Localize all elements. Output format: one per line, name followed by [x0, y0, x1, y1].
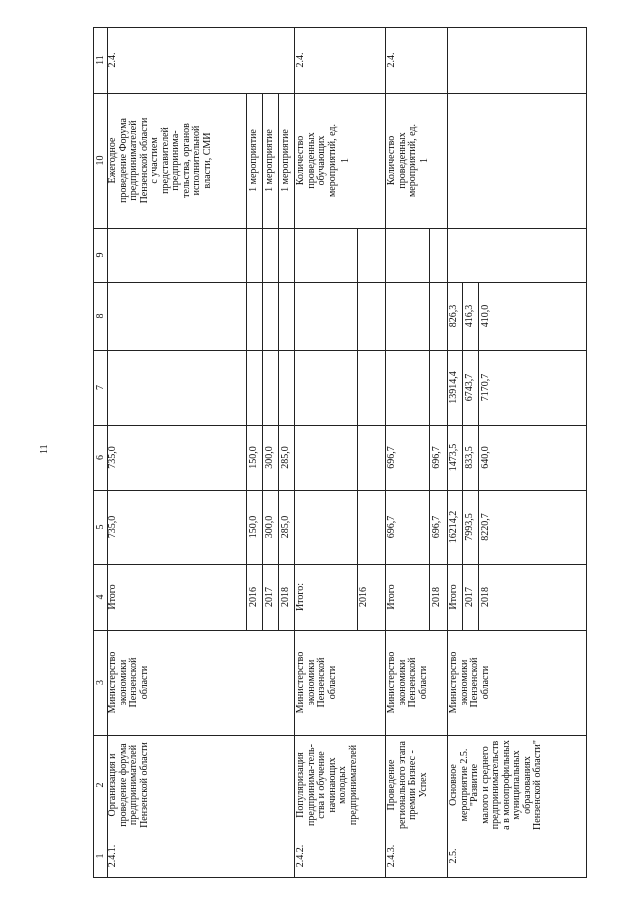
row-name: Популяризация предпринима-тель- ства и обучение начинающих молодых предпринимателей	[295, 744, 359, 826]
row-total-label: Итого	[386, 584, 397, 610]
header-cell-7: 7	[95, 385, 106, 390]
header-cell-8: 8	[95, 313, 106, 319]
year-label: 2016	[358, 587, 369, 607]
row-num: 2.5.	[448, 848, 459, 864]
header-cell-5: 5	[95, 524, 106, 530]
line-c6: 1473,5	[448, 443, 459, 472]
row-num: 2.4.2.	[295, 844, 306, 868]
year-c10: 1 мероприятие	[248, 129, 259, 192]
year-c5: 696,7	[431, 515, 442, 539]
line-label: 2017	[464, 587, 475, 607]
line-c7: 7170,7	[480, 373, 491, 402]
year-c6: 150,0	[248, 446, 259, 469]
year-c5: 285,0	[280, 515, 291, 539]
header-cell-2: 2	[95, 782, 106, 788]
header-cell-4: 4	[95, 594, 106, 600]
line-c8: 410,0	[480, 304, 491, 328]
page-number: 11	[39, 444, 50, 454]
row-indicator: Количество проведенных мероприятий, ед.	[386, 123, 418, 198]
year-c6: 300,0	[264, 446, 275, 469]
year-label: 2018	[280, 587, 291, 607]
row-executor: Министерство экономики Пензенской области	[295, 651, 338, 714]
year-label: 2017	[264, 587, 275, 607]
header-cell-9: 9	[95, 252, 106, 258]
year-label: 2016	[248, 587, 259, 607]
row-total-c5: 696,7	[386, 515, 397, 539]
row-total-c6: 696,7	[386, 446, 397, 469]
row-indicator-value: 1	[419, 158, 430, 163]
line-c6: 640,0	[480, 446, 491, 469]
row-num: 2.4.1.	[107, 844, 118, 868]
row-total-c6: 735,0	[107, 446, 118, 469]
year-c10: 1 мероприятие	[264, 129, 275, 192]
year-c6: 696,7	[431, 446, 442, 469]
row-name: Организация и проведение форума предпринимателей Пензенской области	[107, 742, 150, 828]
year-c5: 300,0	[264, 515, 275, 539]
line-c8: 416,3	[464, 304, 475, 328]
header-cell-3: 3	[95, 680, 106, 685]
header-cell-11: 11	[95, 55, 106, 65]
line-c5: 16214,2	[448, 510, 459, 544]
row-name: Основное мероприятие 2.5. "Развитие малого и среднего предпринимательств а в монопрофильных муниципальных образованиях Пензенской области"	[448, 740, 543, 830]
row-name: Проведение регионального этапа премии Бизнес - Успех	[386, 741, 429, 829]
row-executor: Министерство экономики Пензенской области	[448, 651, 491, 714]
row-total-label: Итого	[107, 584, 118, 610]
year-label: 2018	[431, 587, 442, 607]
row-executor: Министерство экономики Пензенской области	[107, 651, 150, 714]
row-indicator: Количество проведенных обучающих мероприятий, ед.	[295, 123, 338, 198]
row-num: 2.4.3.	[386, 844, 397, 868]
line-c8: 826,3	[448, 304, 459, 328]
line-c5: 8220,7	[480, 513, 491, 541]
line-c7: 6743,7	[464, 373, 475, 402]
header-cell-6: 6	[95, 455, 106, 460]
row-indicator-value: 1	[340, 158, 351, 163]
row-total-c5: 735,0	[107, 515, 118, 539]
header-cell-10: 10	[95, 155, 106, 166]
row-ref: 2.4.	[386, 52, 397, 68]
line-label: 2018	[480, 587, 491, 607]
line-c7: 13914,4	[448, 371, 459, 404]
year-c6: 285,0	[280, 446, 291, 469]
line-c6: 833,5	[464, 446, 475, 469]
year-c10: 1 мероприятие	[280, 129, 291, 192]
line-c5: 7993,5	[464, 513, 475, 541]
row-indicator: Ежегодное проведение Форума предпринимателей Пензенской области с участием представителей предпринима- тельства, органов исполнительной власти, СМИ	[107, 117, 213, 204]
row-ref: 2.4.	[295, 52, 306, 68]
row-ref: 2.4.	[107, 52, 118, 68]
header-cell-1: 1	[95, 853, 106, 859]
line-label: Итого	[448, 584, 459, 610]
year-c5: 150,0	[248, 515, 259, 539]
row-total-label: Итого:	[295, 582, 306, 612]
row-executor: Министерство экономики Пензенской области	[386, 651, 429, 714]
